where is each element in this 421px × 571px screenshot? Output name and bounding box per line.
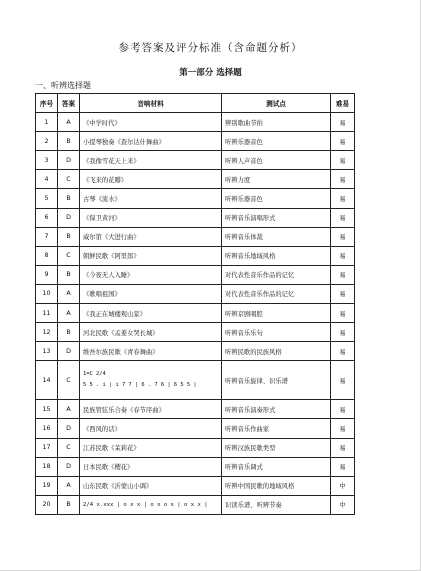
row-difficulty: 易: [331, 361, 355, 400]
table-header-row: [36, 94, 355, 113]
row-number: 8: [36, 246, 58, 265]
row-material: 古琴《流水》: [80, 189, 222, 208]
row-material: 《保卫黄河》: [80, 208, 222, 227]
answer-table: [35, 93, 355, 515]
row-material: [80, 361, 222, 400]
row-test-point: 听辨乐器音色: [222, 132, 331, 151]
table-row: [36, 304, 355, 323]
row-difficulty: 易: [331, 342, 355, 361]
row-number: 13: [36, 342, 58, 361]
row-material: 日本民歌《樱花》: [80, 457, 222, 476]
row-test-point: 识读乐谱、听辨节奏: [222, 495, 331, 514]
row-difficulty: 易: [331, 419, 355, 438]
row-material: 朝鲜民歌《阿里郎》: [80, 246, 222, 265]
row-number: 15: [36, 400, 58, 419]
row-test-point: 听辨音乐调式: [222, 457, 331, 476]
row-material: 河北民歌《孟姜女哭长城》: [80, 323, 222, 342]
row-difficulty: 易: [331, 265, 355, 284]
row-test-point: 辨别歌曲节拍: [222, 113, 331, 132]
row-material: 威尔第《大进行曲》: [80, 227, 222, 246]
table-row: [36, 284, 355, 303]
row-test-point: 听辨音乐地域风格: [222, 246, 331, 265]
header-test-point: 测试点: [222, 94, 331, 113]
row-answer: A: [58, 304, 80, 323]
notation-melody: 5 5 . i | i 7 7 | 6 . 7 6 | 6 5 5 |: [83, 382, 197, 389]
row-answer: C: [58, 438, 80, 457]
row-number: 4: [36, 170, 58, 189]
row-answer: C: [58, 246, 80, 265]
row-answer: D: [58, 419, 80, 438]
row-material: 江苏民歌《茉莉花》: [80, 438, 222, 457]
row-difficulty: 易: [331, 438, 355, 457]
row-number: 16: [36, 419, 58, 438]
row-test-point: 听辨音乐体裁: [222, 227, 331, 246]
table-row: [36, 495, 355, 514]
row-difficulty: 易: [331, 323, 355, 342]
row-test-point: 听辨音乐乐句: [222, 323, 331, 342]
row-difficulty: 易: [331, 208, 355, 227]
row-number: 14: [36, 361, 58, 400]
row-number: 3: [36, 151, 58, 170]
row-number: 12: [36, 323, 58, 342]
header-difficulty: 难易: [331, 94, 355, 113]
row-material: 山东民歌《沂蒙山小调》: [80, 476, 222, 495]
row-number: 17: [36, 438, 58, 457]
table-row: [36, 151, 355, 170]
header-material: 音响材料: [80, 94, 222, 113]
row-difficulty: 易: [331, 304, 355, 323]
row-material: 2/4 x.xxx | o x x | o x o x | o x x |: [80, 495, 222, 514]
section-heading: 一、听辨选择题: [35, 81, 91, 90]
row-material: 《西风的话》: [80, 419, 222, 438]
row-number: 11: [36, 304, 58, 323]
row-material: 民族管弦乐合奏《春节序曲》: [80, 400, 222, 419]
row-answer: D: [58, 208, 80, 227]
row-test-point: 听辨汉族民歌类型: [222, 438, 331, 457]
row-number: 10: [36, 284, 58, 303]
row-number: 20: [36, 495, 58, 514]
row-test-point: 听辨乐器音色: [222, 189, 331, 208]
row-material: 《我像雪花天上来》: [80, 151, 222, 170]
row-number: 5: [36, 189, 58, 208]
row-number: 19: [36, 476, 58, 495]
row-difficulty: 易: [331, 284, 355, 303]
row-material: 《歌唱祖国》: [80, 284, 222, 303]
row-answer: D: [58, 342, 80, 361]
table-row: [36, 208, 355, 227]
table-row: [36, 246, 355, 265]
row-number: 2: [36, 132, 58, 151]
row-test-point: 听辨民歌的民族风格: [222, 342, 331, 361]
page-title: 参考答案及评分标准（含命题分析）: [118, 42, 303, 54]
row-answer: A: [58, 284, 80, 303]
row-material: 维吾尔族民歌《青春舞曲》: [80, 342, 222, 361]
row-answer: C: [58, 170, 80, 189]
row-answer: B: [58, 189, 80, 208]
table-row: [36, 400, 355, 419]
table-row: [36, 265, 355, 284]
row-answer: B: [58, 495, 80, 514]
row-answer: C: [58, 361, 80, 400]
row-difficulty: 易: [331, 189, 355, 208]
table-row: [36, 457, 355, 476]
row-difficulty: 易: [331, 132, 355, 151]
row-number: 1: [36, 113, 58, 132]
row-difficulty: 易: [331, 113, 355, 132]
header-answer: 答案: [58, 94, 80, 113]
row-answer: D: [58, 457, 80, 476]
row-number: 7: [36, 227, 58, 246]
header-number: 序号: [36, 94, 58, 113]
row-test-point: 听辨音乐演唱形式: [222, 208, 331, 227]
row-answer: B: [58, 227, 80, 246]
table-row: [36, 189, 355, 208]
row-test-point: 听辨人声音色: [222, 151, 331, 170]
row-answer: B: [58, 265, 80, 284]
row-material: 《中学时代》: [80, 113, 222, 132]
row-difficulty: 易: [331, 400, 355, 419]
row-test-point: 听辨力度: [222, 170, 331, 189]
table-row: [36, 323, 355, 342]
table-row: [36, 476, 355, 495]
row-difficulty: 易: [331, 227, 355, 246]
table-row: [36, 361, 355, 400]
row-difficulty: 中: [331, 495, 355, 514]
row-material: 《我正在城楼观山景》: [80, 304, 222, 323]
row-test-point: 听辨音乐演奏形式: [222, 400, 331, 419]
row-test-point: 听辨音乐作曲家: [222, 419, 331, 438]
row-material: 《飞来的花瓣》: [80, 170, 222, 189]
table-row: [36, 170, 355, 189]
table-row: [36, 227, 355, 246]
row-test-point: 听辨音乐旋律、识乐谱: [222, 361, 331, 400]
row-difficulty: 易: [331, 246, 355, 265]
table-row: [36, 419, 355, 438]
row-difficulty: 中: [331, 476, 355, 495]
table-row: [36, 113, 355, 132]
row-answer: B: [58, 132, 80, 151]
row-answer: A: [58, 113, 80, 132]
row-test-point: 对代表性音乐作品的记忆: [222, 265, 331, 284]
row-number: 6: [36, 208, 58, 227]
row-answer: B: [58, 323, 80, 342]
row-answer: A: [58, 476, 80, 495]
notation-key: 1=C 2/4: [83, 371, 106, 378]
row-difficulty: 易: [331, 151, 355, 170]
row-number: 9: [36, 265, 58, 284]
row-test-point: 听辨京剧唱腔: [222, 304, 331, 323]
part-heading: 第一部分 选择题: [179, 68, 242, 78]
table-row: [36, 342, 355, 361]
row-material: 小提琴独奏《查尔达什舞曲》: [80, 132, 222, 151]
row-number: 18: [36, 457, 58, 476]
row-test-point: 对代表性音乐作品的记忆: [222, 284, 331, 303]
row-test-point: 听辨中国民歌的地域风格: [222, 476, 331, 495]
row-difficulty: 易: [331, 170, 355, 189]
row-answer: A: [58, 400, 80, 419]
row-difficulty: 易: [331, 457, 355, 476]
row-answer: D: [58, 151, 80, 170]
table-row: [36, 132, 355, 151]
table-row: [36, 438, 355, 457]
row-material: 《今夜无人入睡》: [80, 265, 222, 284]
